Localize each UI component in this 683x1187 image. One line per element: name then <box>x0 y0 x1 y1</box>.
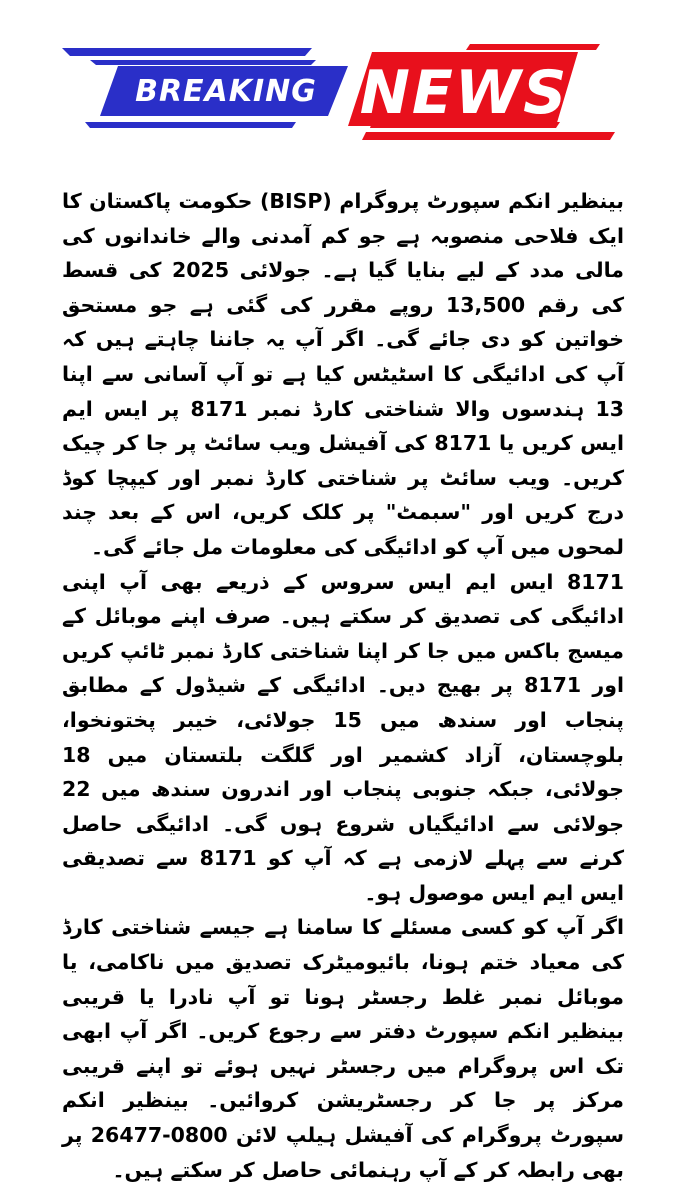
article-paragraph-2: 8171 ایس ایم ایس سروس کے ذریعے بھی آپ اپنی ادائیگی کی تصدیق کر سکتے ہیں۔ صرف اپنے موبائل کے میسج باکس میں جا کر اپنا شناختی کارڈ نمبر ٹائپ کریں اور 8171 پر بھیج دیں۔ ادائیگی کے شیڈول کے مطابق پنجاب اور سندھ میں 15 جولائی، خیبر پختونخوا، بلوچستان، آزاد کشمیر اور گلگت بلتستان میں 18 جولائی، جبکہ جنوبی پنجاب اور اندرون سندھ میں 22 جولائی سے ادائیگیاں شروع ہوں گی۔ ادائیگی حاصل کرنے سے پہلے لازمی ہے کہ آپ کو 8171 سے تصدیقی ایس ایم ایس موصول ہو۔ <box>62 569 624 905</box>
stripe-blue-top <box>62 48 312 56</box>
breaking-news-banner <box>0 0 683 175</box>
news-label: NEWS <box>359 58 569 128</box>
article-paragraph-3: اگر آپ کو کسی مسئلے کا سامنا ہے جیسے شناختی کارڈ کی معیاد ختم ہونا، بائیومیٹرک تصدیق میں ناکامی، یا موبائل نمبر غلط رجسٹر ہونا تو آپ نادرا یا قریبی بینظیر انکم سپورٹ دفتر سے رجوع کریں۔ اگر آپ ابھی تک اس پروگرام میں رجسٹر نہیں ہوئے تو اپنے قریبی مرکز پر جا کر رجسٹریشن کروائیں۔ بینظیر انکم سپورٹ پروگرام کی آفیشل ہیلپ لائن 0800-26477 پر بھی رابطہ کر کے آپ رہنمائی حاصل کر سکتے ہیں۔ <box>62 915 624 1182</box>
stripe-red-lower <box>362 132 615 140</box>
breaking-label: BREAKING <box>135 74 317 109</box>
stripe-blue-mid <box>90 60 316 65</box>
breaking-news-graphic <box>0 0 683 175</box>
stripe-blue-bottom <box>85 122 296 128</box>
article-paragraph-1: بینظیر انکم سپورٹ پروگرام (BISP) حکومت پاکستان کا ایک فلاحی منصوبہ ہے جو کم آمدنی والے خاندانوں کی مالی مدد کے لیے بنایا گیا ہے۔ جولائی 2025 کی قسط کی رقم 13,500 روپے مقرر کی گئی ہے جو مستحق خواتین کو دی جائے گی۔ اگر آپ یہ جاننا چاہتے ہیں کہ آپ کی ادائیگی کا اسٹیٹس کیا ہے تو آپ آسانی سے اپنا 13 ہندسوں والا شناختی کارڈ نمبر 8171 پر ایس ایم ایس کریں یا 8171 کی آفیشل ویب سائٹ پر جا کر چیک کریں۔ ویب سائٹ پر شناختی کارڈ نمبر اور کیپچا کوڈ درج کریں اور "سبمٹ" پر کلک کریں، اس کے بعد چند لمحوں میں آپ کو ادائیگی کی معلومات مل جائے گی۔ <box>62 189 625 559</box>
stripe-red-top <box>466 44 600 50</box>
article-body <box>62 184 624 1187</box>
